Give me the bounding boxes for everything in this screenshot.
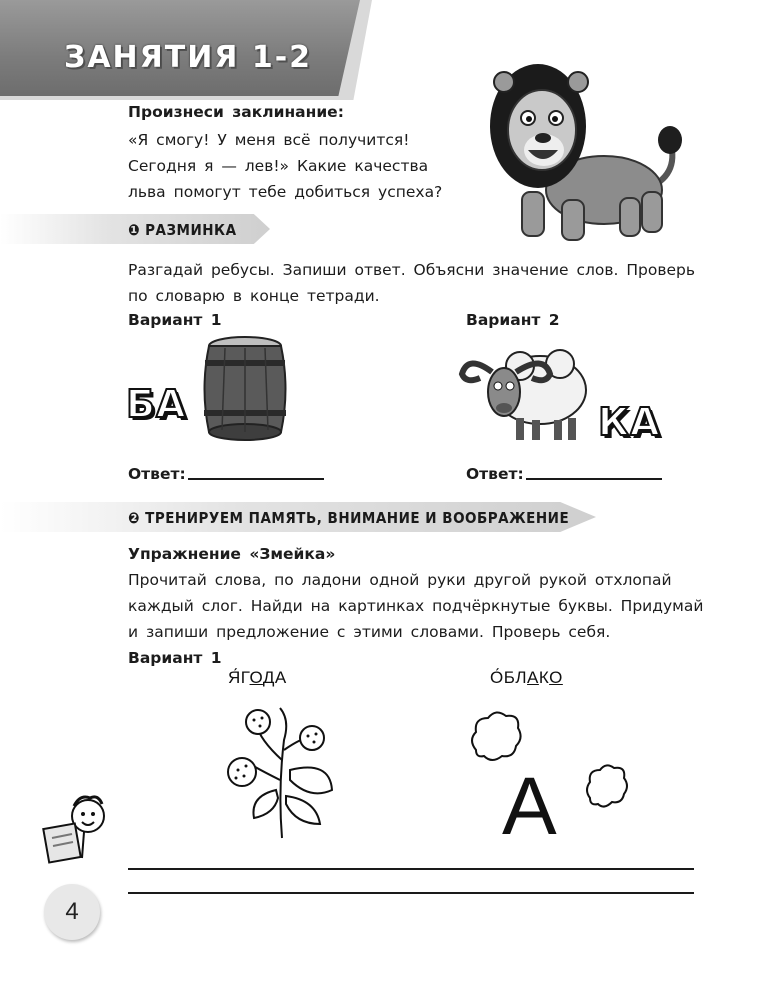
lion-pupil	[552, 116, 558, 122]
section-title-warmup: ❶ РАЗМИНКА	[128, 221, 237, 239]
berry	[246, 710, 270, 734]
lion-pupil	[526, 116, 532, 122]
word-part: Г	[240, 668, 250, 687]
variant1-label: Вариант 1	[128, 311, 222, 329]
word-part: О́БЛ	[490, 668, 528, 687]
ram-nose	[496, 403, 512, 413]
warmup-instruction: по словарю в конце тетради.	[128, 287, 380, 305]
writing-line[interactable]	[128, 892, 694, 894]
word-part: ДА	[262, 668, 287, 687]
word-part: К	[538, 668, 550, 687]
word-underlined-letter: О	[549, 668, 563, 687]
word-berry	[228, 668, 287, 688]
strawberry-plant-icon	[220, 700, 346, 842]
plant-leaf	[286, 796, 320, 824]
ram-eye	[494, 382, 502, 390]
word-underlined-letter: А	[527, 668, 539, 687]
exercise-variant-label: Вариант 1	[128, 649, 222, 667]
boy-head	[72, 800, 104, 832]
page-number: 4	[44, 884, 100, 940]
variant2-answer-field[interactable]	[526, 478, 662, 480]
ram-leg	[532, 420, 540, 440]
plant-stem	[280, 708, 286, 838]
ram-leg	[568, 418, 576, 440]
plant-leaf	[290, 768, 332, 794]
boy-body	[82, 832, 84, 858]
barrel-icon	[200, 334, 290, 444]
intro-line: Сегодня я — лев!» Какие качества	[128, 157, 429, 175]
ram-leg	[516, 418, 524, 440]
berry	[300, 726, 324, 750]
page-title: ЗАНЯТИЯ 1-2	[64, 40, 313, 75]
plant-leaf	[253, 790, 278, 818]
exercise-instruction: каждый слог. Найди на картинках подчёркнутые буквы. Придумай	[128, 597, 704, 615]
rebus1-letters: БА	[126, 382, 187, 426]
writing-line[interactable]	[128, 868, 694, 870]
ram-eye	[506, 382, 514, 390]
exercise-title: Упражнение «Змейка»	[128, 545, 336, 563]
lion-ear	[494, 72, 514, 92]
berry	[228, 758, 256, 786]
intro-heading: Произнеси заклинание:	[128, 103, 344, 121]
word-underlined-letter: О	[249, 668, 263, 687]
lion-leg	[620, 198, 640, 236]
lion-leg	[562, 200, 584, 240]
exercise-instruction: и запиши предложение с этими словами. Проверь себя.	[128, 623, 611, 641]
lion-tail-tuft	[658, 126, 682, 154]
word-cloud	[490, 668, 563, 688]
ram-icon	[454, 340, 594, 444]
word-part: Я́	[228, 668, 241, 687]
lion-leg	[522, 192, 544, 236]
variant1-answer-label: Ответ:	[128, 465, 186, 483]
lion-leg	[642, 192, 662, 232]
boy-eye	[91, 812, 95, 816]
variant2-label: Вариант 2	[466, 311, 560, 329]
exercise-instruction: Прочитай слова, по ладони одной руки другой рукой отхлопай	[128, 571, 672, 589]
ram-leg	[554, 420, 562, 440]
cloud-outline	[587, 765, 627, 806]
ram-horn	[462, 363, 492, 380]
cloud-icon	[582, 760, 630, 812]
intro-line: «Я смогу! У меня всё получится!	[128, 131, 410, 149]
rebus2-letters: КА	[598, 400, 661, 444]
section-title-training: ❷ ТРЕНИРУЕМ ПАМЯТЬ, ВНИМАНИЕ И ВООБРАЖЕНИЕ	[128, 509, 570, 527]
lion-illustration	[486, 52, 694, 242]
lion-nose	[535, 133, 551, 143]
lion-ear	[568, 72, 588, 92]
boy-eye	[81, 812, 85, 816]
warmup-instruction: Разгадай ребусы. Запиши ответ. Объясни значение слов. Проверь	[128, 261, 696, 279]
intro-line: льва помогут тебе добиться успеха?	[128, 183, 443, 201]
boy-reading-icon	[40, 792, 112, 864]
big-letter: А	[502, 761, 557, 852]
book	[43, 823, 80, 862]
cloud-icon	[466, 706, 524, 764]
variant1-answer-field[interactable]	[188, 478, 324, 480]
cloud-outline	[472, 712, 521, 760]
variant2-answer-label: Ответ:	[466, 465, 524, 483]
